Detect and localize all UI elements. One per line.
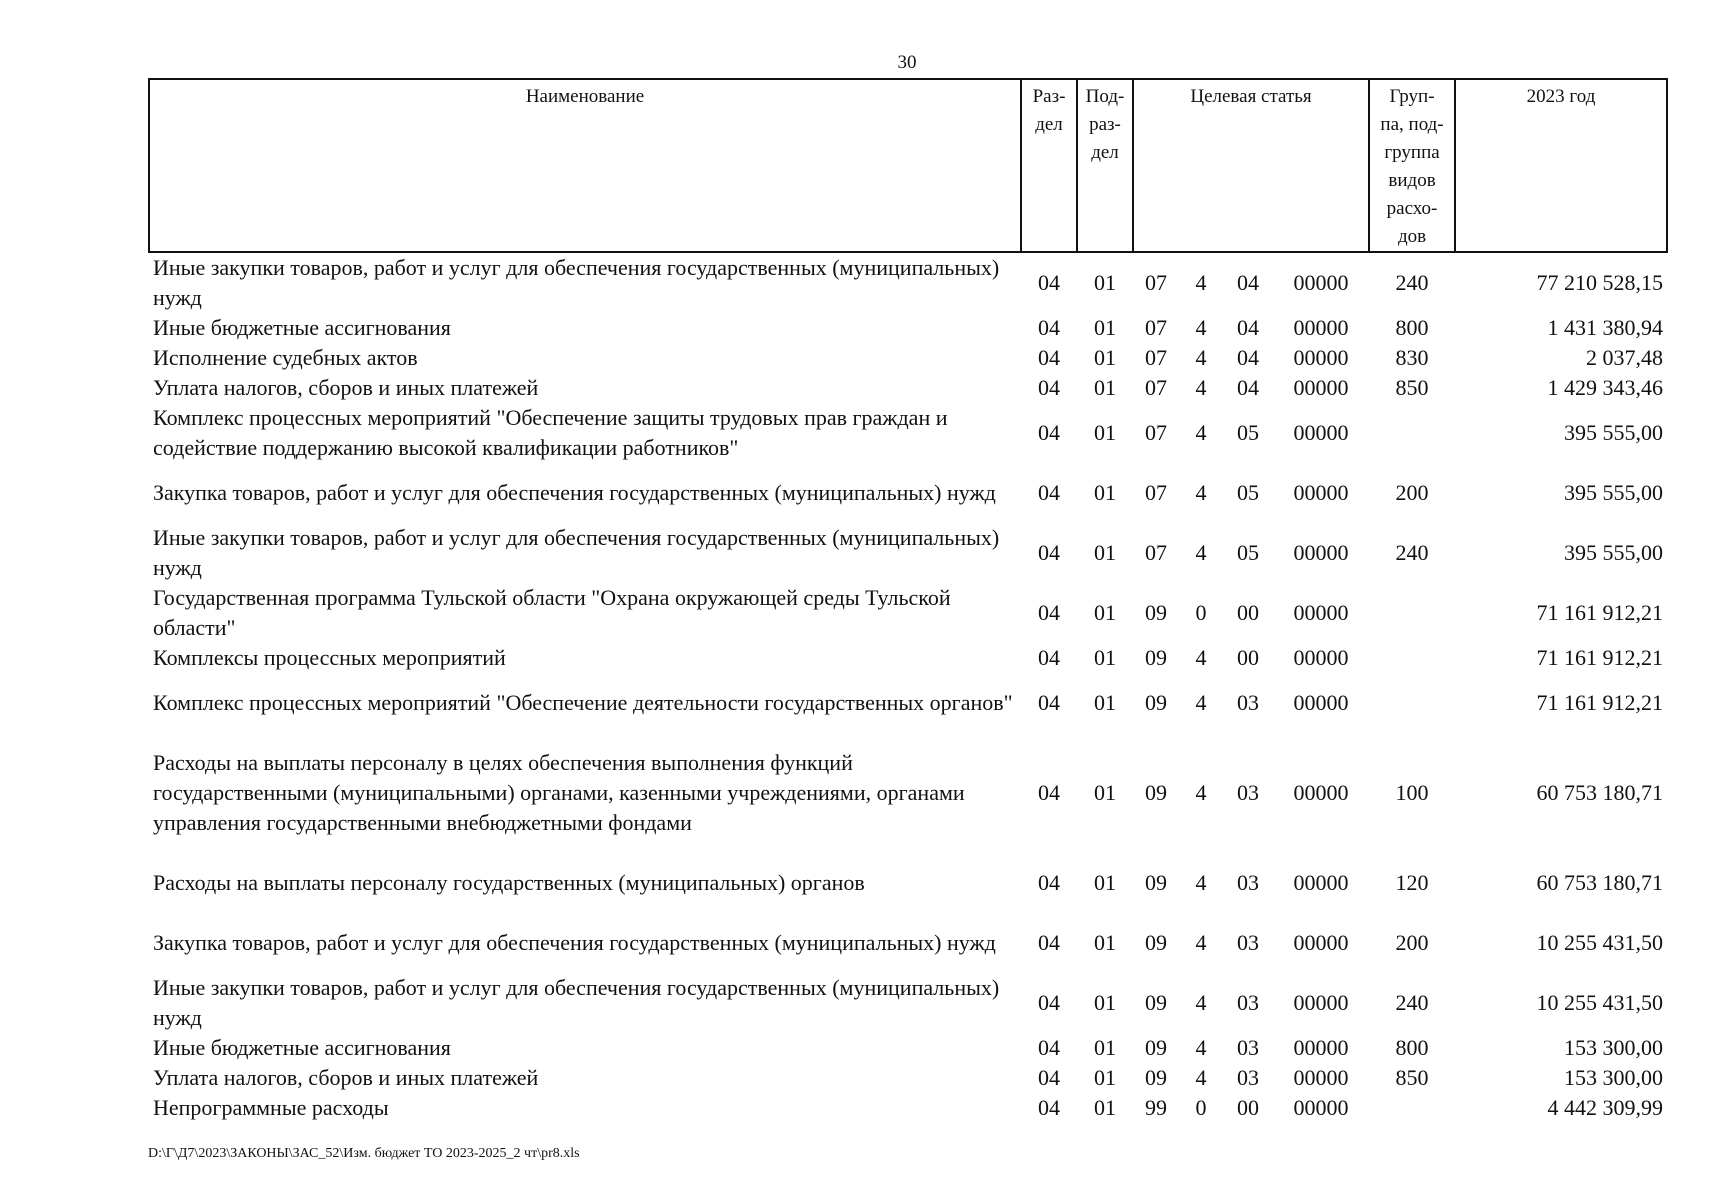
cell-amount: 71 161 912,21 (1536, 600, 1664, 625)
cell-target-subprogram: 04 (1237, 315, 1259, 340)
cell-podrazdel: 01 (1094, 600, 1116, 625)
cell-target-type: 4 (1195, 690, 1207, 715)
cell-razdel: 04 (1038, 930, 1060, 955)
cell-podrazdel: 01 (1094, 1095, 1116, 1120)
cell-podrazdel: 01 (1094, 645, 1116, 670)
cell-expense-group: 240 (1395, 990, 1429, 1015)
cell-name: Иные закупки товаров, работ и услуг для обеспечения государственных (муниципальных) нужд (153, 255, 1000, 310)
cell-razdel: 04 (1038, 315, 1060, 340)
cell-razdel: 04 (1038, 270, 1060, 295)
cell-podrazdel: 01 (1094, 375, 1116, 400)
cell-target-type: 4 (1195, 480, 1207, 505)
cell-target-direction: 00000 (1293, 1065, 1349, 1090)
cell-razdel: 04 (1038, 1065, 1060, 1090)
table-body (149, 252, 1667, 1123)
cell-target-subprogram: 04 (1237, 345, 1259, 370)
cell-podrazdel: 01 (1094, 270, 1116, 295)
cell-podrazdel: 01 (1094, 870, 1116, 895)
table-row (149, 733, 1667, 853)
cell-target-subprogram: 03 (1237, 1035, 1259, 1060)
cell-target-subprogram: 03 (1237, 1065, 1259, 1090)
table-header-row (149, 79, 1667, 252)
cell-amount: 71 161 912,21 (1536, 645, 1664, 670)
cell-podrazdel: 01 (1094, 345, 1116, 370)
cell-amount: 153 300,00 (1564, 1065, 1664, 1090)
cell-name: Комплекс процессных мероприятий "Обеспечение деятельности государственных органов" (153, 690, 1013, 715)
cell-name: Уплата налогов, сборов и иных платежей (153, 375, 539, 400)
cell-razdel: 04 (1038, 375, 1060, 400)
cell-name: Иные бюджетные ассигнования (153, 315, 451, 340)
cell-target-program: 09 (1145, 870, 1167, 895)
cell-target-program: 09 (1145, 1035, 1167, 1060)
cell-razdel: 04 (1038, 870, 1060, 895)
cell-target-subprogram: 03 (1237, 930, 1259, 955)
cell-target-type: 4 (1195, 270, 1207, 295)
cell-target-program: 07 (1145, 375, 1167, 400)
cell-target-type: 4 (1195, 990, 1207, 1015)
cell-target-type: 4 (1195, 420, 1207, 445)
cell-expense-group (1369, 403, 1455, 463)
cell-podrazdel: 01 (1094, 480, 1116, 505)
cell-podrazdel: 01 (1094, 930, 1116, 955)
cell-amount: 77 210 528,15 (1536, 270, 1664, 295)
cell-expense-group: 240 (1395, 540, 1429, 565)
budget-table (148, 78, 1668, 1123)
header-target-article: Целевая статья (1133, 79, 1369, 252)
budget-table-container (148, 78, 1666, 1123)
cell-amount: 153 300,00 (1564, 1035, 1664, 1060)
cell-target-type: 4 (1195, 930, 1207, 955)
cell-target-program: 09 (1145, 600, 1167, 625)
table-row (149, 973, 1667, 1033)
cell-target-program: 09 (1145, 645, 1167, 670)
cell-target-subprogram: 05 (1237, 420, 1259, 445)
cell-target-direction: 00000 (1293, 375, 1349, 400)
cell-target-type: 4 (1195, 375, 1207, 400)
cell-target-type: 4 (1195, 345, 1207, 370)
table-row (149, 673, 1667, 733)
cell-target-direction: 00000 (1293, 480, 1349, 505)
cell-target-direction: 00000 (1293, 420, 1349, 445)
cell-name: Иные закупки товаров, работ и услуг для обеспечения государственных (муниципальных) нужд (153, 975, 1000, 1030)
cell-amount: 1 429 343,46 (1547, 375, 1664, 400)
cell-amount: 1 431 380,94 (1547, 315, 1664, 340)
header-podrazdel: Под- раз- дел (1077, 79, 1133, 252)
cell-target-program: 07 (1145, 345, 1167, 370)
cell-target-program: 07 (1145, 315, 1167, 340)
cell-name: Непрограммные расходы (153, 1095, 389, 1120)
cell-target-program: 07 (1145, 420, 1167, 445)
cell-target-program: 07 (1145, 480, 1167, 505)
cell-razdel: 04 (1038, 540, 1060, 565)
cell-amount: 71 161 912,21 (1536, 690, 1664, 715)
cell-target-direction: 00000 (1293, 540, 1349, 565)
cell-podrazdel: 01 (1094, 420, 1116, 445)
cell-podrazdel: 01 (1094, 690, 1116, 715)
cell-target-program: 09 (1145, 780, 1167, 805)
cell-name: Иные закупки товаров, работ и услуг для обеспечения государственных (муниципальных) нужд (153, 525, 1000, 580)
cell-name: Закупка товаров, работ и услуг для обеспечения государственных (муниципальных) нужд (153, 480, 996, 505)
cell-target-subprogram: 05 (1237, 480, 1259, 505)
cell-target-program: 99 (1145, 1095, 1167, 1120)
cell-target-direction: 00000 (1293, 690, 1349, 715)
header-razdel: Раз- дел (1021, 79, 1077, 252)
cell-podrazdel: 01 (1094, 540, 1116, 565)
cell-target-direction: 00000 (1293, 345, 1349, 370)
cell-razdel: 04 (1038, 345, 1060, 370)
cell-name: Исполнение судебных актов (153, 345, 418, 370)
cell-target-type: 0 (1195, 600, 1207, 625)
cell-target-direction: 00000 (1293, 990, 1349, 1015)
cell-target-program: 09 (1145, 990, 1167, 1015)
cell-amount: 4 442 309,99 (1547, 1095, 1664, 1120)
cell-expense-group: 850 (1395, 1065, 1429, 1090)
cell-name: Комплекс процессных мероприятий "Обеспечение защиты трудовых прав граждан и содействие поддержанию высокой квалификации работников" (153, 405, 948, 460)
cell-target-direction: 00000 (1293, 1095, 1349, 1120)
cell-target-subprogram: 05 (1237, 540, 1259, 565)
cell-target-direction: 00000 (1293, 780, 1349, 805)
cell-target-type: 4 (1195, 1065, 1207, 1090)
cell-expense-group: 800 (1395, 1035, 1429, 1060)
cell-amount: 395 555,00 (1564, 540, 1664, 565)
cell-target-direction: 00000 (1293, 645, 1349, 670)
cell-expense-group (1369, 583, 1455, 643)
cell-podrazdel: 01 (1094, 315, 1116, 340)
cell-expense-group: 120 (1395, 870, 1429, 895)
cell-amount: 10 255 431,50 (1536, 990, 1664, 1015)
cell-target-subprogram: 00 (1237, 1095, 1259, 1120)
cell-amount: 2 037,48 (1586, 345, 1664, 370)
cell-razdel: 04 (1038, 600, 1060, 625)
table-row (149, 343, 1667, 373)
table-row (149, 252, 1667, 313)
cell-expense-group: 240 (1395, 270, 1429, 295)
cell-razdel: 04 (1038, 480, 1060, 505)
cell-target-subprogram: 03 (1237, 780, 1259, 805)
cell-expense-group: 850 (1395, 375, 1429, 400)
cell-amount: 10 255 431,50 (1536, 930, 1664, 955)
cell-target-program: 09 (1145, 930, 1167, 955)
cell-name: Комплексы процессных мероприятий (153, 645, 506, 670)
cell-target-type: 4 (1195, 870, 1207, 895)
table-row (149, 1063, 1667, 1093)
cell-podrazdel: 01 (1094, 990, 1116, 1015)
cell-amount: 395 555,00 (1564, 420, 1664, 445)
table-row (149, 403, 1667, 463)
table-row (149, 373, 1667, 403)
cell-name: Расходы на выплаты персоналу государственных (муниципальных) органов (153, 870, 865, 895)
cell-razdel: 04 (1038, 1035, 1060, 1060)
cell-expense-group: 200 (1395, 480, 1429, 505)
cell-target-program: 09 (1145, 1065, 1167, 1090)
cell-target-type: 4 (1195, 1035, 1207, 1060)
header-year-2023: 2023 год (1455, 79, 1667, 252)
cell-name: Иные бюджетные ассигнования (153, 1035, 451, 1060)
cell-target-type: 4 (1195, 645, 1207, 670)
cell-razdel: 04 (1038, 780, 1060, 805)
cell-expense-group: 830 (1395, 345, 1429, 370)
cell-razdel: 04 (1038, 420, 1060, 445)
cell-podrazdel: 01 (1094, 780, 1116, 805)
cell-podrazdel: 01 (1094, 1035, 1116, 1060)
table-row (149, 853, 1667, 913)
cell-target-type: 0 (1195, 1095, 1207, 1120)
cell-expense-group (1369, 643, 1455, 673)
cell-target-subprogram: 00 (1237, 645, 1259, 670)
cell-podrazdel: 01 (1094, 1065, 1116, 1090)
cell-target-direction: 00000 (1293, 1035, 1349, 1060)
file-path-footer: D:\Г\Д7\2023\ЗАКОНЫ\ЗАС_52\Изм. бюджет ТО 2023-2025_2 чт\pr8.xls (148, 1146, 580, 1161)
cell-expense-group: 800 (1395, 315, 1429, 340)
cell-razdel: 04 (1038, 645, 1060, 670)
cell-target-type: 4 (1195, 540, 1207, 565)
cell-expense-group: 200 (1395, 930, 1429, 955)
cell-target-program: 07 (1145, 540, 1167, 565)
cell-razdel: 04 (1038, 690, 1060, 715)
cell-target-program: 09 (1145, 690, 1167, 715)
cell-amount: 60 753 180,71 (1536, 780, 1664, 805)
header-name: Наименование (149, 79, 1021, 252)
cell-name: Закупка товаров, работ и услуг для обеспечения государственных (муниципальных) нужд (153, 930, 996, 955)
cell-target-direction: 00000 (1293, 930, 1349, 955)
cell-name: Государственная программа Тульской области "Охрана окружающей среды Тульской области" (153, 585, 951, 640)
table-row (149, 523, 1667, 583)
header-expense-group: Груп- па, под- группа видов расхо- дов (1369, 79, 1455, 252)
cell-razdel: 04 (1038, 1095, 1060, 1120)
cell-name: Уплата налогов, сборов и иных платежей (153, 1065, 539, 1090)
table-row (149, 463, 1667, 523)
cell-expense-group (1369, 673, 1455, 733)
cell-expense-group (1369, 1093, 1455, 1123)
cell-target-subprogram: 03 (1237, 870, 1259, 895)
cell-target-subprogram: 03 (1237, 690, 1259, 715)
table-row (149, 1033, 1667, 1063)
cell-target-program: 07 (1145, 270, 1167, 295)
cell-razdel: 04 (1038, 990, 1060, 1015)
cell-target-direction: 00000 (1293, 315, 1349, 340)
cell-target-subprogram: 04 (1237, 375, 1259, 400)
table-row (149, 913, 1667, 973)
cell-target-type: 4 (1195, 780, 1207, 805)
table-row (149, 313, 1667, 343)
table-row (149, 643, 1667, 673)
table-row (149, 1093, 1667, 1123)
cell-target-subprogram: 04 (1237, 270, 1259, 295)
cell-target-subprogram: 03 (1237, 990, 1259, 1015)
cell-target-direction: 00000 (1293, 270, 1349, 295)
cell-name: Расходы на выплаты персоналу в целях обеспечения выполнения функций государственными (муниципальными) органами, казенными учреждениями, органами управления государственными внебюджетными фондами (153, 750, 965, 835)
cell-target-subprogram: 00 (1237, 600, 1259, 625)
cell-amount: 395 555,00 (1564, 480, 1664, 505)
cell-expense-group: 100 (1395, 780, 1429, 805)
cell-target-direction: 00000 (1293, 870, 1349, 895)
cell-target-direction: 00000 (1293, 600, 1349, 625)
page-number: 30 (897, 52, 917, 73)
table-row (149, 583, 1667, 643)
cell-amount: 60 753 180,71 (1536, 870, 1664, 895)
cell-target-type: 4 (1195, 315, 1207, 340)
